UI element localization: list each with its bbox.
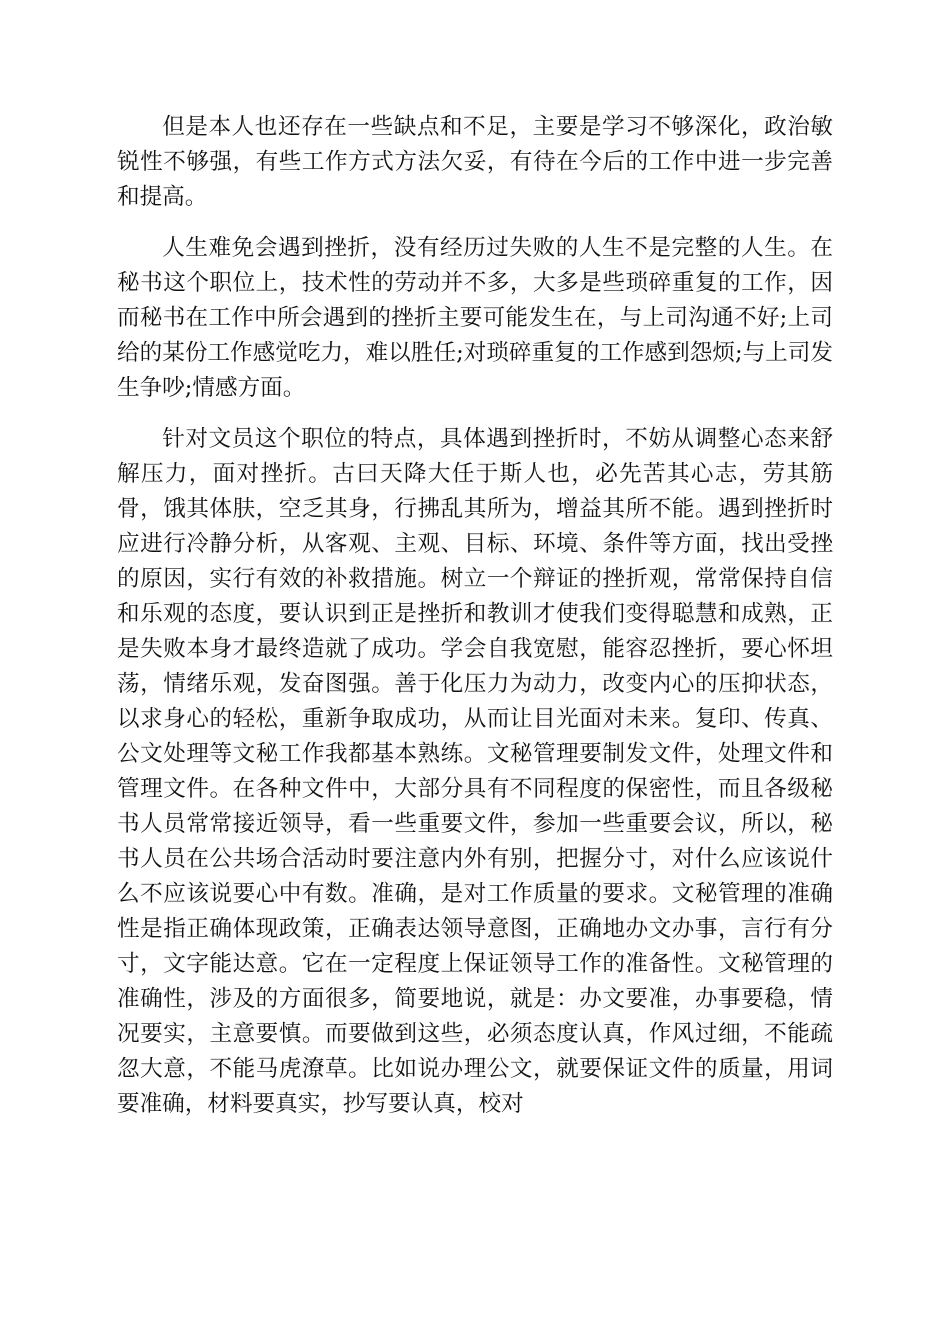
paragraph-setbacks: 人生难免会遇到挫折，没有经历过失败的人生不是完整的人生。在秘书这个职位上，技术性的劳动并不多，大多是些琐碎重复的工作，因而秘书在工作中所会遇到的挫折主要可能发生在，与上司沟通不好;上司给的某份工作感觉吃力，难以胜任;对琐碎重复的工作感到怨烦;与上司发生争吵;情感方面。 — [117, 235, 833, 401]
paragraph-coping: 针对文员这个职位的特点，具体遇到挫折时，不妨从调整心态来舒解压力，面对挫折。古曰天降大任于斯人也，必先苦其心志，劳其筋骨，饿其体肤，空乏其身，行拂乱其所为，增益其所不能。遇到挫折时应进行冷静分析，从客观、主观、目标、环境、条件等方面，找出受挫的原因，实行有效的补救措施。树立一个辩证的挫折观，常常保持自信和乐观的态度，要认识到正是挫折和教训才使我们变得聪慧和成熟，正是失败本身才最终造就了成功。学会自我宽慰，能容忍挫折，要心怀坦荡，情绪乐观，发奋图强。善于化压力为动力，改变内心的压抑状态，以求身心的轻松，重新争取成功，从而让目光面对未来。复印、传真、公文处理等文秘工作我都基本熟练。文秘管理要制发文件，处理文件和管理文件。在各种文件中，大部分具有不同程度的保密性，而且各级秘书人员常常接近领导，看一些重要文件，参加一些重要会议，所以，秘书人员在公共场合活动时要注意内外有别，把握分寸，对什么应该说什么不应该说要心中有数。准确，是对工作质量的要求。文秘管理的准确性是指正确体现政策，正确表达领导意图，正确地办文办事，言行有分寸，文字能达意。它在一定程度上保证领导工作的准备性。文秘管理的准确性，涉及的方面很多，简要地说，就是：办文要准，办事要稳，情况要实，主意要慎。而要做到这些，必须态度认真，作风过细，不能疏忽大意，不能马虎潦草。比如说办理公文，就要保证文件的质量，用词要准确，材料要真实，抄写要认真，校对 — [117, 426, 833, 1117]
document-body — [117, 110, 833, 1138]
paragraph-shortcomings: 但是本人也还存在一些缺点和不足，主要是学习不够深化，政治敏锐性不够强，有些工作方式方法欠妥，有待在今后的工作中进一步完善和提高。 — [117, 114, 833, 210]
